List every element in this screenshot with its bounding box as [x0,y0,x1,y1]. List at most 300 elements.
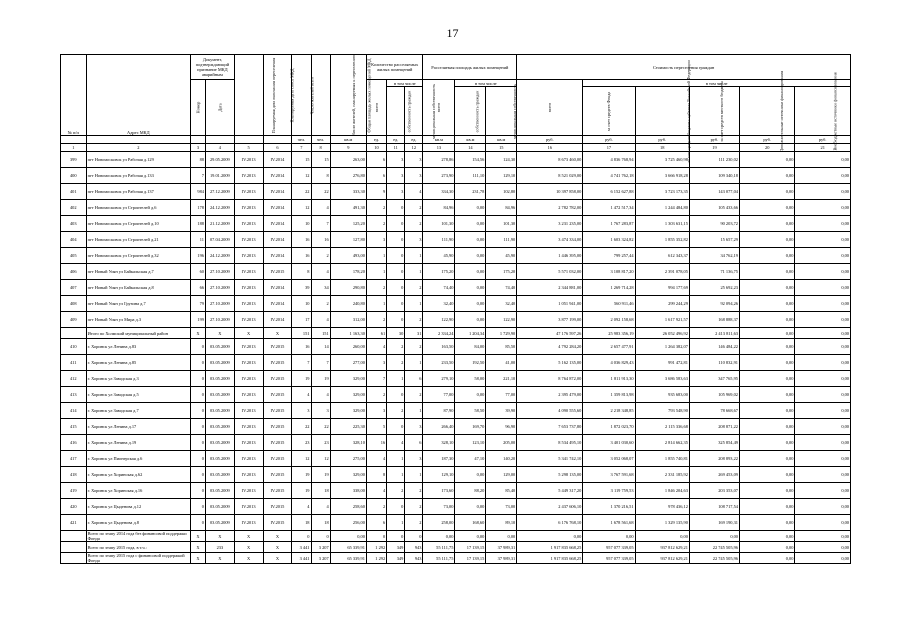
table-cell: 85,50 [486,339,517,355]
table-cell: 0 [191,467,206,483]
column-index-cell: 6 [263,144,292,152]
table-cell: 7 [311,355,330,371]
table-cell: 1 [405,355,423,371]
table-cell: IV.2013 [234,483,263,499]
table-cell: 0,00 [740,328,795,339]
header-cost-including: в том числе [583,80,851,87]
table-cell: 328,10 [330,435,366,451]
table-cell: 61 [366,328,386,339]
table-cell: 1 617 921,57 [635,312,689,328]
header-no: № п/п [61,55,87,136]
table-cell: 0 [387,280,405,296]
table-cell: 943 [405,553,423,564]
table-row [61,168,851,184]
unit-cell [86,136,190,144]
table-cell: 2 [366,200,386,216]
table-cell: X [191,553,206,564]
table-cell: 491,30 [330,200,366,216]
table-cell: 408 [61,296,87,312]
table-cell: 420 [61,499,87,515]
table-cell: 405 [61,248,87,264]
table-cell: 984 [191,184,206,200]
table-cell: 0,00 [740,419,795,435]
table-cell: 333,30 [330,184,366,200]
table-cell: 2 [387,355,405,371]
table-cell: 102,80 [486,184,517,200]
column-index-cell: 4 [205,144,234,152]
table-cell: 404 [61,232,87,248]
table-cell: 338,00 [330,483,366,499]
table-row [61,403,851,419]
table-cell: IV.2015 [263,515,292,531]
table-cell: 109 340,18 [689,168,739,184]
table-cell: 27.10.2009 [205,296,234,312]
table-cell: 208 893,22 [689,451,739,467]
table-cell: 0,00 [795,403,851,419]
column-index-cell: 15 [486,144,517,152]
table-cell: 2 [405,499,423,515]
table-cell: IV.2013 [234,515,263,531]
address-cell: пгт Новомосковск ул Строителей д.32 [86,248,190,264]
table-cell: 105 433,66 [689,200,739,216]
table-cell: 1 855 740,81 [635,451,689,467]
table-cell: 3 052 068,07 [583,451,635,467]
table-cell: 0 [387,419,405,435]
table-cell: 0,00 [740,355,795,371]
table-cell: 4 [366,451,386,467]
table-cell: IV.2015 [263,355,292,371]
table-cell: 0,00 [740,339,795,355]
table-cell: 1 872 023,70 [583,419,635,435]
table-cell: IV.2014 [263,216,292,232]
address-cell: Итого по Холмский муниципальный район [86,328,190,339]
table-cell: 8 [366,467,386,483]
table-cell: 411 [61,355,87,371]
table-cell: 16 [292,339,311,355]
table-cell: 03.05.2009 [205,419,234,435]
table-cell: 1 [405,248,423,264]
table-cell: IV.2015 [263,387,292,403]
table-cell: 414 [61,403,87,419]
table-cell: 3 441 [292,542,311,553]
table-row [61,371,851,387]
table-cell: 34 [311,280,330,296]
table-cell: 111,90 [423,232,455,248]
table-cell: 178,20 [330,264,366,280]
table-cell: 334,30 [423,184,455,200]
table-cell: 03.05.2009 [205,483,234,499]
table-cell: IV.2013 [234,184,263,200]
table-cell: 143 077,04 [689,184,739,200]
table-cell: 0,00 [740,248,795,264]
table-cell: 0,00 [455,387,486,403]
table-cell: 0,00 [455,499,486,515]
table-cell: 290,80 [330,280,366,296]
table-cell: 111 230,02 [689,152,739,168]
table-cell: 221,10 [486,371,517,387]
table-cell: 2 [366,312,386,328]
table-cell: 3 [405,419,423,435]
table-cell: 25 983 356,19 [583,328,635,339]
table-cell: IV.2015 [263,371,292,387]
table-cell: 27.12.2009 [205,184,234,200]
table-cell: 1 163,30 [330,328,366,339]
table-cell: 79 [191,296,206,312]
table-cell: 203 353,07 [689,483,739,499]
table-cell: 991 472,81 [635,355,689,371]
table-cell: 1 767 283,87 [583,216,635,232]
table-cell: IV.2013 [234,248,263,264]
address-cell: пгт Новый Уоян ул Байкальская д.7 [86,264,190,280]
table-cell: 5 341 742,10 [517,451,583,467]
table-cell: 0,00 [740,499,795,515]
table-cell: IV.2013 [234,216,263,232]
table-cell: 240,80 [330,296,366,312]
table-cell: IV.2014 [263,312,292,328]
table-cell: X [205,531,234,542]
table-cell: 129,10 [486,168,517,184]
table-cell: 22 [292,419,311,435]
table-cell: 84,00 [455,339,486,355]
table-cell: X [263,531,292,542]
table-cell: 3 877 199,00 [517,312,583,328]
table-cell: IV.2013 [234,232,263,248]
table-cell: 2 [366,387,386,403]
address-cell: пгт Новый Уоян ул Мира д.3 [86,312,190,328]
table-cell: IV.2015 [263,339,292,355]
header-cost-extra: Дополнительные источники финансирования [740,87,795,136]
table-cell: IV.2015 [263,467,292,483]
unit-cell [263,136,292,144]
header-cost-fund: за счет средств Фонда [583,87,635,136]
unit-cell: ед. [366,136,386,144]
table-cell: 3 [405,232,423,248]
table-cell: 3 [311,403,330,419]
table-cell: 22 [311,419,330,435]
table-cell: IV.2013 [234,355,263,371]
table-cell: X [234,328,263,339]
resettlement-table [60,54,851,564]
table-cell: 0,00 [795,542,851,553]
table-cell: 74,40 [486,280,517,296]
table-cell: 1 269 714,28 [583,280,635,296]
table-cell: 188 [191,216,206,232]
table-cell: 3 723 173,35 [635,184,689,200]
column-index-cell: 17 [583,144,635,152]
table-cell: 2 814 662,35 [635,435,689,451]
table-cell: 173,60 [423,483,455,499]
table-cell: 6 [405,435,423,451]
table-cell: 2 115 336,68 [635,419,689,435]
table-cell: 03.05.2009 [205,451,234,467]
table-cell: IV.2015 [263,483,292,499]
table-cell: 169 190,31 [689,515,739,531]
table-cell: 0,00 [795,467,851,483]
table-cell: 233,50 [423,355,455,371]
table-cell: IV.2013 [234,403,263,419]
table-cell: 3 [292,403,311,419]
table-row [61,435,851,451]
units-row [61,136,851,144]
table-cell: 1 292 [366,542,386,553]
table-row [61,312,851,328]
table-cell: 03.05.2009 [205,387,234,403]
table-cell: 2 218 348,85 [583,403,635,419]
table-cell: 400 [61,168,87,184]
table-cell: 123,10 [455,435,486,451]
table-cell: 73,00 [486,499,517,515]
table-cell: 12 [292,168,311,184]
table-cell: 1 917 835 668,25 [517,542,583,553]
address-cell: г. Хоринск ул Цыденова д.12 [86,499,190,515]
table-cell: 151 [292,328,311,339]
table-cell: 196 [191,248,206,264]
table-cell: 0 [191,403,206,419]
table-cell: 9 [366,184,386,200]
table-cell: 03.05.2009 [205,403,234,419]
table-cell: 23 [292,435,311,451]
table-cell: 3 119 759,53 [583,483,635,499]
table-cell: 34 762,19 [689,248,739,264]
table-cell: 0,00 [795,200,851,216]
header-cost-region: за счет средств бюджета субъекта Российской Федерации [635,87,689,136]
unit-cell: кв.м [455,136,486,144]
table-cell: 30 [387,328,405,339]
table-cell: 2 092 158,68 [583,312,635,328]
table-cell: 85,40 [486,483,517,499]
table-body [61,152,851,564]
table-cell: 403 [61,216,87,232]
table-cell: IV.2015 [263,403,292,419]
table-row [61,499,851,515]
table-cell: 77,00 [486,387,517,403]
table-cell: 15 657,29 [689,232,739,248]
table-cell: 03.05.2009 [205,371,234,387]
table-cell: 84,96 [486,200,517,216]
table-cell: 329,00 [330,467,366,483]
table-cell: 0,00 [486,531,517,542]
column-index-cell: 1 [61,144,87,152]
header-cost-extra2: Внебюджетные источники финансирования [795,87,851,136]
table-cell: 0,00 [740,264,795,280]
table-row [61,387,851,403]
unit-cell: руб. [689,136,739,144]
table-cell: 799 257,44 [583,248,635,264]
table-cell: 1 051 941,00 [517,296,583,312]
table-cell: 154,56 [455,152,486,168]
table-cell: 3 725 460,98 [635,152,689,168]
column-index-cell: 3 [191,144,206,152]
table-cell: 2 782 782,00 [517,200,583,216]
table-row [61,467,851,483]
table-cell: 4 792 284,20 [517,339,583,355]
column-index-cell: 9 [330,144,366,152]
table-cell: 0 [191,419,206,435]
table-cell: 0,00 [740,403,795,419]
header-rooms-municipal: муниципальная собственность [405,87,423,136]
table-cell: 16 [292,248,311,264]
table-cell: 208 871,22 [689,419,739,435]
table-cell: 2 [311,248,330,264]
table-cell: 4 [311,264,330,280]
column-index-cell: 10 [366,144,386,152]
table-cell: 168,60 [455,515,486,531]
table-cell: 101,30 [423,216,455,232]
table-cell: 0 [191,355,206,371]
table-cell: 279,10 [423,371,455,387]
table-cell: 421 [61,515,87,531]
table-cell: 22 745 505,96 [689,542,739,553]
table-cell: 92 094,26 [689,296,739,312]
column-index-cell: 18 [635,144,689,152]
table-cell: X [191,328,206,339]
table-cell: 0,00 [635,531,689,542]
table-row [61,451,851,467]
table-cell: 27.10.2009 [205,312,234,328]
table-cell: 47,10 [455,451,486,467]
address-cell: Всего по этапу 2015 года, в т.ч.: [86,542,190,553]
table-cell: 0,00 [740,296,795,312]
table-cell: 5 [366,419,386,435]
table-cell: IV.2013 [234,280,263,296]
table-cell: 29.05.2009 [205,152,234,168]
table-cell: 0 [191,435,206,451]
table-cell: 0 [387,264,405,280]
table-cell: 0,00 [455,200,486,216]
table-cell: 0 [191,483,206,499]
column-index-cell: 14 [455,144,486,152]
table-cell: 03.05.2009 [205,339,234,355]
table-cell: 2 [405,280,423,296]
table-cell: 2 331 185,92 [635,467,689,483]
table-cell: X [263,328,292,339]
table-cell: 0,00 [795,264,851,280]
table-cell: 27.10.2009 [205,264,234,280]
table-cell: IV.2013 [234,451,263,467]
table-cell: 39,90 [486,403,517,419]
table-cell: 0,00 [795,451,851,467]
table-cell: 0,00 [795,184,851,200]
table-cell: 2 344 881,00 [517,280,583,296]
table-cell: X [234,542,263,553]
table-cell: 0 [292,531,311,542]
table-cell: X [234,531,263,542]
table-cell: 0 [191,515,206,531]
table-cell: 4 036 829,43 [583,355,635,371]
table-cell: 2 [366,499,386,515]
table-cell: 12 [311,451,330,467]
table-cell: 129,00 [486,467,517,483]
table-cell: 127,80 [330,232,366,248]
unit-cell [234,136,263,144]
table-cell: 0,00 [455,232,486,248]
unit-cell: ед. [387,136,405,144]
table-cell [61,328,87,339]
table-cell: 24.12.2009 [205,248,234,264]
table-cell: 0,00 [455,312,486,328]
table-cell: 45,90 [423,248,455,264]
address-cell: пгт Новомосковск ул Строителей д.21 [86,232,190,248]
table-cell: 65 339,91 [330,542,366,553]
table-cell: 66 [191,280,206,296]
table-cell: 0,00 [795,553,851,564]
table-cell: IV.2015 [263,435,292,451]
table-cell: 3 666 918,28 [635,168,689,184]
table-cell: 89,10 [486,515,517,531]
table-row [61,232,851,248]
unit-cell [61,136,87,144]
header-area-municipal: муниципальная собственность [486,87,517,136]
table-cell: 231,78 [455,184,486,200]
table-cell: 10 397 858,00 [517,184,583,200]
table-cell: 3 767 591,68 [583,467,635,483]
table-cell: 96,90 [486,419,517,435]
table-cell: 402 [61,200,87,216]
table-cell: 7 [191,168,206,184]
table-cell: 18 [311,483,330,499]
table-cell: 957 077 339,05 [583,542,635,553]
table-cell: 58,50 [455,403,486,419]
table-cell: 560 911,46 [583,296,635,312]
table-cell: IV.2014 [263,184,292,200]
table-row [61,419,851,435]
table-cell: 0,00 [795,152,851,168]
table-cell: IV.2013 [234,499,263,515]
address-cell: г. Хоринск ул Ленина д.83 [86,339,190,355]
table-cell: 16 [311,232,330,248]
table-row [61,216,851,232]
table-cell: 299 244,29 [635,296,689,312]
table-cell: 276,80 [330,168,366,184]
header-total-area: Общая площадь жилых помещений МКД [330,55,366,136]
table-cell: IV.2015 [263,451,292,467]
table-cell: 4 090 555,60 [517,403,583,419]
table-cell: 122,90 [486,312,517,328]
table-cell: 0 [366,531,386,542]
header-cost-local: за счет средств местного бюджета [689,87,739,136]
table-cell: 03.05.2009 [205,515,234,531]
address-cell: г. Хоринск ул Ленина д.17 [86,419,190,435]
table-cell: 1 [366,248,386,264]
table-cell: IV.2014 [263,296,292,312]
table-cell: 0,00 [795,387,851,403]
table-cell: 1 [405,403,423,419]
table-cell: 12 [292,451,311,467]
unit-cell: кв.м [423,136,455,144]
table-cell: 3 686 583,63 [635,371,689,387]
table-cell: IV.2015 [263,264,292,280]
table-cell: 11 [191,232,206,248]
table-cell: 17 139,15 [455,542,486,553]
table-cell: 22 [311,184,330,200]
header-cost: Стоимость переселения граждан [517,55,851,80]
table-cell: IV.2013 [234,152,263,168]
table-cell: 1 [387,371,405,387]
header-doc-number: Номер [191,80,206,136]
table-cell: 4 [366,339,386,355]
table-cell: 0,00 [795,499,851,515]
table-cell: 0 [311,531,330,542]
table-row [61,296,851,312]
table-cell: 47 176 597,26 [517,328,583,339]
table-cell: 4 [366,483,386,499]
table-cell: 0,00 [795,419,851,435]
table-cell: 0,00 [795,355,851,371]
table-cell: 3 231 235,00 [517,216,583,232]
table-cell: 3 [387,168,405,184]
table-cell: 15 [292,152,311,168]
table-cell: 74,40 [423,280,455,296]
